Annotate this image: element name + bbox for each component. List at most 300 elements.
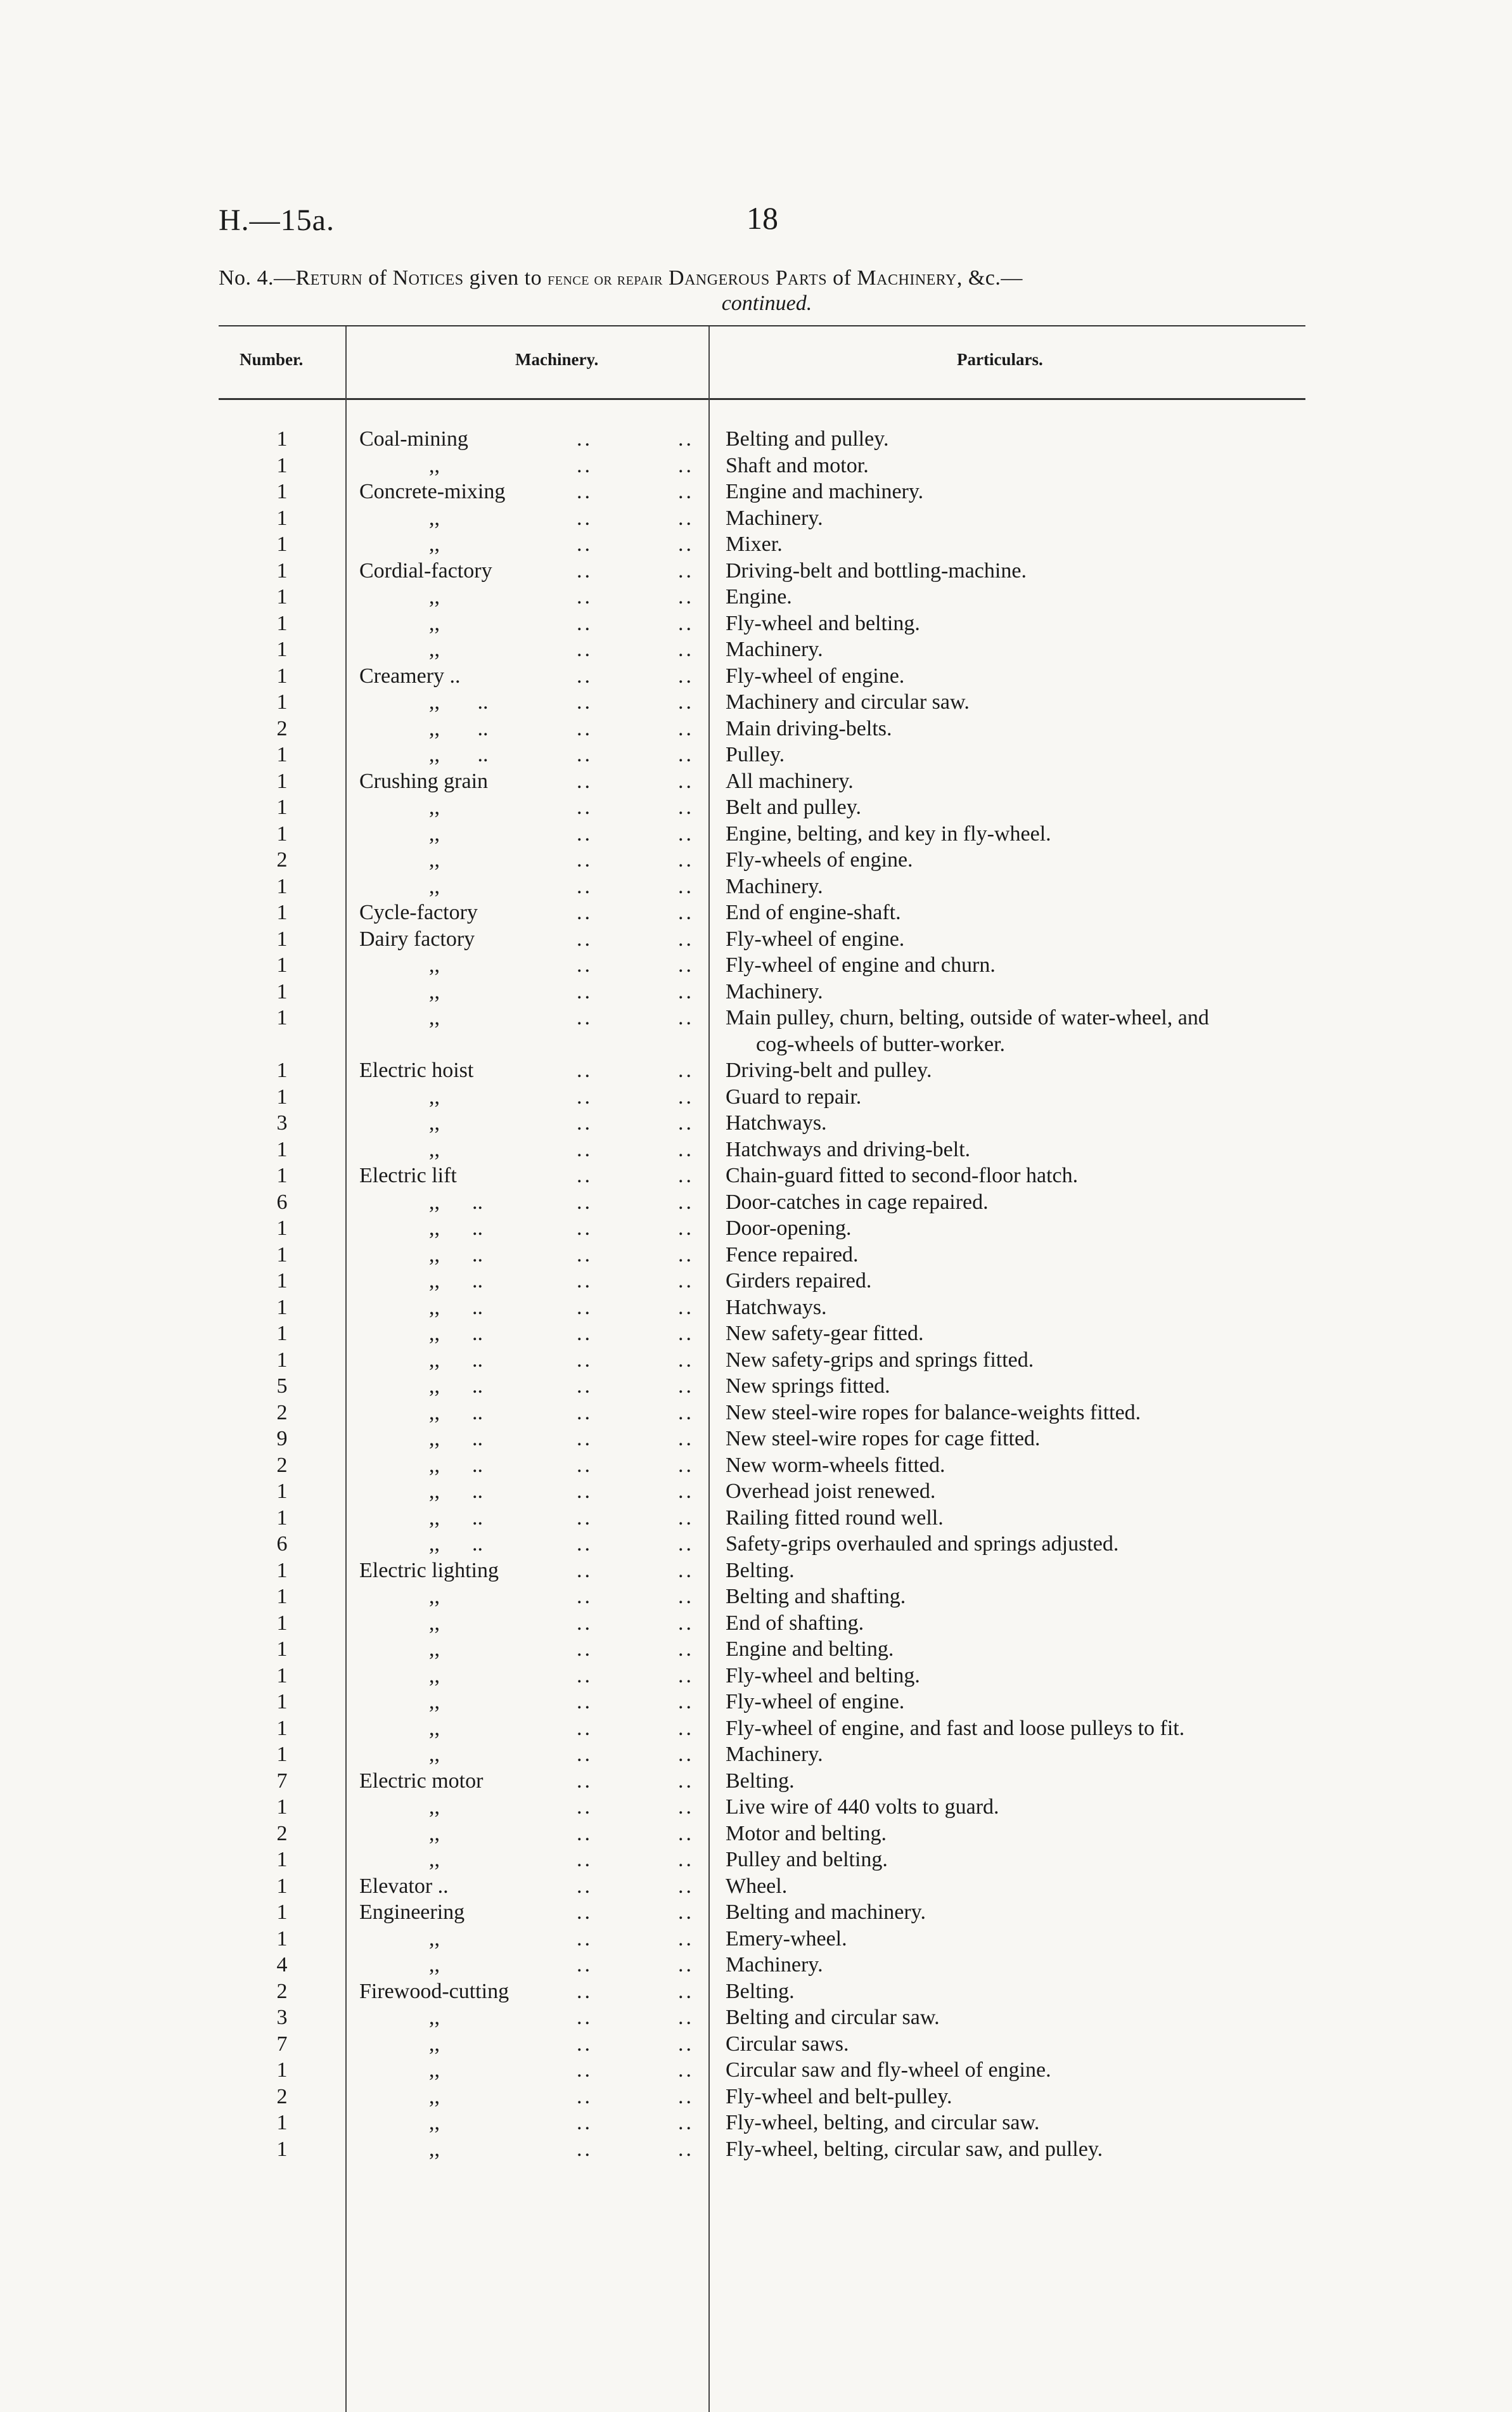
dot-leader: .. — [577, 638, 593, 661]
row-machinery: ,, .. — [429, 1480, 483, 1503]
row-particulars-text: Wheel. — [726, 1874, 788, 1898]
dot-leader: .. — [577, 1295, 593, 1319]
row-number: 1 — [276, 638, 288, 661]
row-particulars — [726, 1610, 864, 1637]
dot-leader: .. — [678, 1374, 694, 1398]
row-particulars — [726, 716, 892, 742]
notices-table-body — [219, 426, 1321, 2162]
dot-leader: .. — [678, 848, 694, 872]
table-row — [219, 1663, 1321, 1689]
table-row — [219, 1978, 1321, 2005]
dot-leader: .. — [678, 1900, 694, 1924]
row-particulars — [726, 1505, 944, 1532]
row-particulars-text: Belting and machinery. — [726, 1900, 926, 1924]
dot-leader: .. — [577, 1216, 593, 1240]
row-number: 1 — [276, 532, 288, 556]
row-number: 1 — [276, 1137, 288, 1161]
title-suffix: , &c.— — [956, 266, 1023, 290]
dot-leader: .. — [577, 1427, 593, 1450]
dot-leader: .. — [678, 585, 694, 609]
row-number: 1 — [276, 1242, 288, 1267]
row-particulars-text: Fly-wheel and belting. — [726, 611, 920, 635]
row-particulars-text: Hatchways. — [726, 1295, 827, 1319]
row-machinery: ,, .. — [429, 1269, 483, 1293]
dot-leader: .. — [577, 1269, 593, 1293]
row-particulars — [726, 1689, 904, 1715]
dot-leader: .. — [678, 558, 694, 583]
row-particulars — [726, 479, 923, 505]
dot-leader: .. — [678, 1716, 694, 1740]
row-particulars-text: Girders repaired. — [726, 1269, 872, 1293]
row-particulars — [726, 1952, 823, 1978]
table-row — [219, 1242, 1321, 1268]
dot-leader: .. — [678, 532, 694, 556]
row-machinery: Creamery .. — [359, 664, 461, 688]
row-particulars — [726, 1557, 795, 1584]
dot-leader: .. — [577, 427, 593, 451]
table-row — [219, 926, 1321, 953]
row-number: 6 — [276, 1532, 288, 1556]
column-header-number: Number. — [240, 350, 304, 369]
dot-leader: .. — [577, 506, 593, 530]
dot-leader: .. — [577, 1953, 593, 1977]
row-particulars-text: End of shafting. — [726, 1611, 864, 1635]
row-number: 5 — [276, 1374, 288, 1398]
row-particulars — [726, 979, 823, 1005]
row-number: 1 — [276, 2058, 288, 2082]
row-particulars-text: Fly-wheel and belt-pulley. — [726, 2084, 952, 2108]
row-particulars — [726, 1426, 1041, 1452]
row-machinery: ,, — [429, 848, 440, 872]
table-row — [219, 1268, 1321, 1294]
table-row — [219, 636, 1321, 663]
row-number: 1 — [276, 1743, 288, 1766]
row-number: 2 — [276, 1979, 288, 2003]
table-row — [219, 1610, 1321, 1637]
row-number: 4 — [276, 1953, 288, 1977]
row-machinery: ,, — [429, 2006, 440, 2029]
row-particulars-text: New safety-gear fitted. — [726, 1322, 924, 1345]
table-row — [219, 716, 1321, 742]
table-row — [219, 1689, 1321, 1715]
title-word-parts: Parts — [775, 266, 828, 290]
dot-leader: .. — [678, 1322, 694, 1345]
row-machinery: ,, — [429, 1716, 440, 1740]
row-particulars — [726, 1583, 906, 1610]
title-word-machinery: Machinery — [857, 266, 957, 290]
row-particulars-text: Fly-wheel of engine. — [726, 664, 905, 688]
dot-leader: .. — [577, 1637, 593, 1661]
row-particulars-text: New springs fitted. — [726, 1374, 890, 1398]
row-number: 1 — [276, 1164, 288, 1187]
row-number: 1 — [276, 927, 288, 951]
dot-leader: .. — [678, 480, 694, 503]
row-particulars — [726, 1531, 1118, 1557]
dot-leader: .. — [678, 979, 694, 1003]
row-machinery: ,, — [429, 2111, 440, 2134]
row-particulars — [726, 2084, 952, 2110]
table-row — [219, 663, 1321, 690]
row-particulars-text: Fly-wheel and belting. — [726, 1663, 920, 1687]
row-particulars-text: Guard to repair. — [726, 1085, 862, 1109]
row-particulars — [726, 1347, 1034, 1374]
title-word-notices: Notices — [392, 266, 464, 290]
dot-leader: .. — [678, 1216, 694, 1240]
dot-leader: .. — [678, 638, 694, 661]
dot-leader: .. — [678, 796, 694, 819]
dot-leader: .. — [678, 953, 694, 977]
table-row — [219, 1926, 1321, 1952]
table-row — [219, 2136, 1321, 2163]
row-number: 9 — [276, 1427, 288, 1450]
row-particulars-text: Motor and belting. — [726, 1821, 887, 1845]
row-particulars — [726, 1137, 970, 1163]
table-title — [219, 266, 1315, 316]
dot-leader: .. — [577, 2058, 593, 2082]
row-particulars — [726, 1189, 989, 1216]
row-machinery: ,, — [429, 1585, 440, 1608]
row-machinery: ,, .. — [429, 1506, 483, 1530]
dot-leader: .. — [678, 1637, 694, 1661]
row-machinery: ,, .. — [429, 743, 489, 766]
dot-leader: .. — [577, 1506, 593, 1530]
dot-leader: .. — [577, 769, 593, 793]
table-row — [219, 1163, 1321, 1189]
dot-leader: .. — [577, 1006, 593, 1029]
row-particulars — [726, 900, 901, 926]
table-row — [219, 1821, 1321, 1847]
dot-leader: .. — [577, 558, 593, 583]
dot-leader: .. — [678, 1085, 694, 1109]
table-row — [219, 794, 1321, 821]
row-number: 1 — [276, 611, 288, 635]
row-number: 1 — [276, 769, 288, 793]
row-particulars — [726, 1978, 795, 2005]
row-number: 1 — [276, 1216, 288, 1240]
dot-leader: .. — [577, 1900, 593, 1924]
row-machinery: ,, .. — [429, 690, 489, 714]
row-particulars-text: Fly-wheel of engine. — [726, 1690, 905, 1713]
row-machinery: ,, .. — [429, 1216, 483, 1240]
row-machinery: ,, .. — [429, 1322, 483, 1345]
row-number: 1 — [276, 953, 288, 977]
row-number: 3 — [276, 1111, 288, 1135]
row-number: 1 — [276, 1663, 288, 1687]
row-particulars-text: Fence repaired. — [726, 1242, 859, 1267]
table-row — [219, 558, 1321, 584]
dot-leader: .. — [678, 1795, 694, 1819]
title-prefix: No. 4.— — [219, 266, 296, 290]
row-machinery: Coal-mining — [359, 427, 468, 451]
row-particulars — [726, 453, 869, 479]
table-row — [219, 2084, 1321, 2110]
table-row — [219, 900, 1321, 926]
row-particulars — [726, 1110, 827, 1137]
page-number: 18 — [746, 200, 778, 236]
row-particulars — [726, 742, 785, 768]
dot-leader: .. — [678, 1348, 694, 1372]
row-number: 1 — [276, 427, 288, 451]
title-word-fence-or-repair: fence or repair — [548, 269, 663, 289]
row-particulars-continuation: cog-wheels of butter-worker. — [756, 1032, 1006, 1056]
row-machinery: ,, — [429, 1821, 440, 1845]
row-particulars-text: Engine, belting, and key in fly-wheel. — [726, 822, 1051, 846]
row-particulars — [726, 1215, 852, 1242]
row-particulars-text: Machinery. — [726, 1953, 823, 1977]
column-header-machinery: Machinery. — [515, 350, 599, 369]
dot-leader: .. — [678, 1690, 694, 1713]
table-row — [219, 1873, 1321, 1900]
row-number: 1 — [276, 1900, 288, 1924]
row-number: 1 — [276, 664, 288, 688]
row-machinery: ,, — [429, 1111, 440, 1135]
row-particulars — [726, 2031, 849, 2058]
dot-leader: .. — [577, 1400, 593, 1424]
row-particulars — [726, 821, 1051, 848]
row-machinery: ,, — [429, 532, 440, 556]
row-particulars-text: Engine. — [726, 585, 792, 609]
table-row — [219, 1137, 1321, 1163]
dot-leader: .. — [678, 1190, 694, 1214]
row-particulars-text: Shaft and motor. — [726, 453, 869, 477]
row-particulars-text: Door-catches in cage repaired. — [726, 1190, 989, 1214]
dot-leader: .. — [678, 1848, 694, 1871]
dot-leader: .. — [577, 1874, 593, 1898]
row-number: 2 — [276, 1821, 288, 1845]
row-particulars — [726, 1163, 1078, 1189]
row-particulars-text: Mixer. — [726, 532, 783, 556]
row-machinery: ,, .. — [429, 1427, 483, 1450]
row-number: 1 — [276, 1006, 288, 1029]
row-particulars — [726, 2004, 940, 2031]
row-particulars-text: End of engine-shaft. — [726, 901, 901, 924]
row-particulars — [726, 1452, 945, 1479]
dot-leader: .. — [577, 690, 593, 714]
row-number: 1 — [276, 558, 288, 583]
dot-leader: .. — [577, 1085, 593, 1109]
row-particulars-text: Belting and pulley. — [726, 427, 889, 451]
row-particulars — [726, 1400, 1141, 1426]
row-machinery: Elevator .. — [359, 1874, 449, 1898]
row-number: 1 — [276, 1637, 288, 1661]
row-particulars-text: New steel-wire ropes for balance-weights fitted. — [726, 1400, 1141, 1424]
row-particulars — [726, 1741, 823, 1768]
dot-leader: .. — [678, 1611, 694, 1635]
dot-leader: .. — [577, 1137, 593, 1161]
dot-leader: .. — [577, 532, 593, 556]
dot-leader: .. — [577, 1190, 593, 1214]
row-particulars — [726, 610, 920, 637]
row-particulars — [726, 1715, 1184, 1742]
row-number: 1 — [276, 1611, 288, 1635]
title-word-dangerous: Dangerous — [669, 266, 770, 290]
dot-leader: .. — [577, 1164, 593, 1187]
row-particulars-text: Machinery. — [726, 1743, 823, 1766]
row-particulars-text: Belting and shafting. — [726, 1585, 906, 1608]
table-row — [219, 426, 1321, 453]
row-machinery: ,, — [429, 822, 440, 846]
row-machinery: ,, — [429, 1690, 440, 1713]
table-row — [219, 1373, 1321, 1400]
dot-leader: .. — [577, 2032, 593, 2056]
row-machinery: Electric lighting — [359, 1558, 499, 1582]
dot-leader: .. — [678, 1137, 694, 1161]
row-particulars-text: Main pulley, churn, belting, outside of water-wheel, and — [726, 1006, 1209, 1029]
table-row — [219, 1215, 1321, 1242]
row-machinery: Crushing grain — [359, 769, 489, 793]
table-row — [219, 1741, 1321, 1768]
dot-leader: .. — [577, 1242, 593, 1267]
table-row — [219, 1400, 1321, 1426]
table-row — [219, 2057, 1321, 2084]
row-particulars-text: Engine and belting. — [726, 1637, 894, 1661]
row-machinery: Concrete-mixing — [359, 480, 506, 503]
dot-leader: .. — [577, 664, 593, 688]
dot-leader: .. — [577, 1663, 593, 1687]
dot-leader: .. — [577, 953, 593, 977]
dot-leader: .. — [678, 2058, 694, 2082]
row-particulars-text: Fly-wheel, belting, circular saw, and pulley. — [726, 2137, 1103, 2161]
table-row — [219, 1557, 1321, 1584]
table-row — [219, 1768, 1321, 1795]
dot-leader: .. — [577, 1111, 593, 1135]
row-particulars — [726, 2110, 1039, 2136]
row-machinery: ,, — [429, 1795, 440, 1819]
row-number: 7 — [276, 1769, 288, 1793]
row-particulars-text: Safety-grips overhauled and springs adjusted. — [726, 1532, 1119, 1556]
table-row — [219, 1005, 1321, 1057]
dot-leader: .. — [577, 796, 593, 819]
dot-leader: .. — [577, 1532, 593, 1556]
dot-leader: .. — [577, 1611, 593, 1635]
table-row — [219, 874, 1321, 900]
row-number: 1 — [276, 480, 288, 503]
dot-leader: .. — [577, 1716, 593, 1740]
row-particulars — [726, 531, 783, 558]
table-row — [219, 1952, 1321, 1978]
row-particulars — [726, 1057, 932, 1084]
dot-leader: .. — [678, 1006, 694, 1029]
row-particulars-text: Overhead joist renewed. — [726, 1480, 936, 1503]
table-row — [219, 1636, 1321, 1663]
dot-leader: .. — [678, 690, 694, 714]
row-number: 1 — [276, 1716, 288, 1740]
dot-leader: .. — [678, 1111, 694, 1135]
table-title-continued: continued. — [721, 292, 812, 315]
table-row — [219, 1347, 1321, 1374]
dot-leader: .. — [577, 1374, 593, 1398]
row-particulars — [726, 1794, 999, 1821]
row-number: 2 — [276, 848, 288, 872]
table-row — [219, 847, 1321, 874]
dot-leader: .. — [678, 1874, 694, 1898]
row-machinery: ,, .. — [429, 1295, 483, 1319]
dot-leader: .. — [678, 1164, 694, 1187]
row-machinery: ,, — [429, 1926, 440, 1951]
row-number: 2 — [276, 2084, 288, 2108]
row-number: 1 — [276, 1085, 288, 1109]
dot-leader: .. — [577, 1558, 593, 1582]
row-particulars-text: Belting. — [726, 1558, 795, 1582]
table-row — [219, 952, 1321, 979]
table-top-rule — [219, 325, 1305, 326]
row-particulars — [726, 2136, 1103, 2163]
row-machinery: ,, — [429, 2032, 440, 2056]
dot-leader: .. — [577, 1585, 593, 1608]
dot-leader: .. — [678, 2032, 694, 2056]
row-particulars — [726, 689, 970, 716]
dot-leader: .. — [678, 1558, 694, 1582]
row-number: 1 — [276, 743, 288, 766]
row-number: 1 — [276, 1322, 288, 1345]
table-row — [219, 1847, 1321, 1873]
table-row — [219, 584, 1321, 610]
row-number: 1 — [276, 1059, 288, 1082]
row-particulars — [726, 1478, 935, 1505]
row-particulars — [726, 874, 823, 900]
row-particulars-text: Pulley. — [726, 743, 785, 766]
row-number: 1 — [276, 585, 288, 609]
dot-leader: .. — [678, 1059, 694, 1082]
dot-leader: .. — [577, 480, 593, 503]
row-number: 1 — [276, 2137, 288, 2161]
row-particulars — [726, 1768, 795, 1795]
dot-leader: .. — [678, 1585, 694, 1608]
row-particulars-text: Door-opening. — [726, 1216, 852, 1240]
row-number: 1 — [276, 453, 288, 477]
row-machinery: ,, .. — [429, 1453, 483, 1477]
row-number: 1 — [276, 901, 288, 924]
row-number: 1 — [276, 1480, 288, 1503]
row-particulars-text: Machinery. — [726, 874, 823, 898]
title-word-of-2: of — [833, 266, 852, 290]
row-particulars — [726, 1821, 887, 1847]
row-number: 1 — [276, 1506, 288, 1530]
row-particulars-text: Hatchways and driving-belt. — [726, 1137, 971, 1161]
row-particulars-text: Belting and circular saw. — [726, 2006, 940, 2029]
row-machinery: Firewood-cutting — [359, 1979, 509, 2003]
row-particulars-text: Engine and machinery. — [726, 480, 924, 503]
dot-leader: .. — [678, 1242, 694, 1267]
row-particulars — [726, 1636, 894, 1663]
table-row — [219, 768, 1321, 795]
table-row — [219, 479, 1321, 505]
table-row — [219, 1478, 1321, 1505]
row-particulars — [726, 1926, 847, 1952]
row-machinery: ,, — [429, 506, 440, 530]
row-particulars-text: Fly-wheel of engine. — [726, 927, 905, 951]
dot-leader: .. — [577, 874, 593, 898]
table-row — [219, 610, 1321, 637]
row-particulars — [726, 584, 792, 610]
row-number: 1 — [276, 1269, 288, 1293]
dot-leader: .. — [577, 1848, 593, 1871]
dot-leader: .. — [678, 874, 694, 898]
row-particulars — [726, 636, 823, 663]
table-row — [219, 531, 1321, 558]
row-particulars — [726, 1242, 859, 1268]
row-number: 1 — [276, 874, 288, 898]
table-row — [219, 1110, 1321, 1137]
dot-leader: .. — [577, 848, 593, 872]
table-row — [219, 689, 1321, 716]
row-machinery: ,, .. — [429, 1190, 483, 1214]
row-particulars — [726, 847, 913, 874]
row-particulars-text: New worm-wheels fitted. — [726, 1453, 945, 1477]
report-series-code: H.—15a. — [219, 203, 335, 237]
row-number: 7 — [276, 2032, 288, 2056]
row-machinery: Cordial-factory — [359, 558, 492, 583]
